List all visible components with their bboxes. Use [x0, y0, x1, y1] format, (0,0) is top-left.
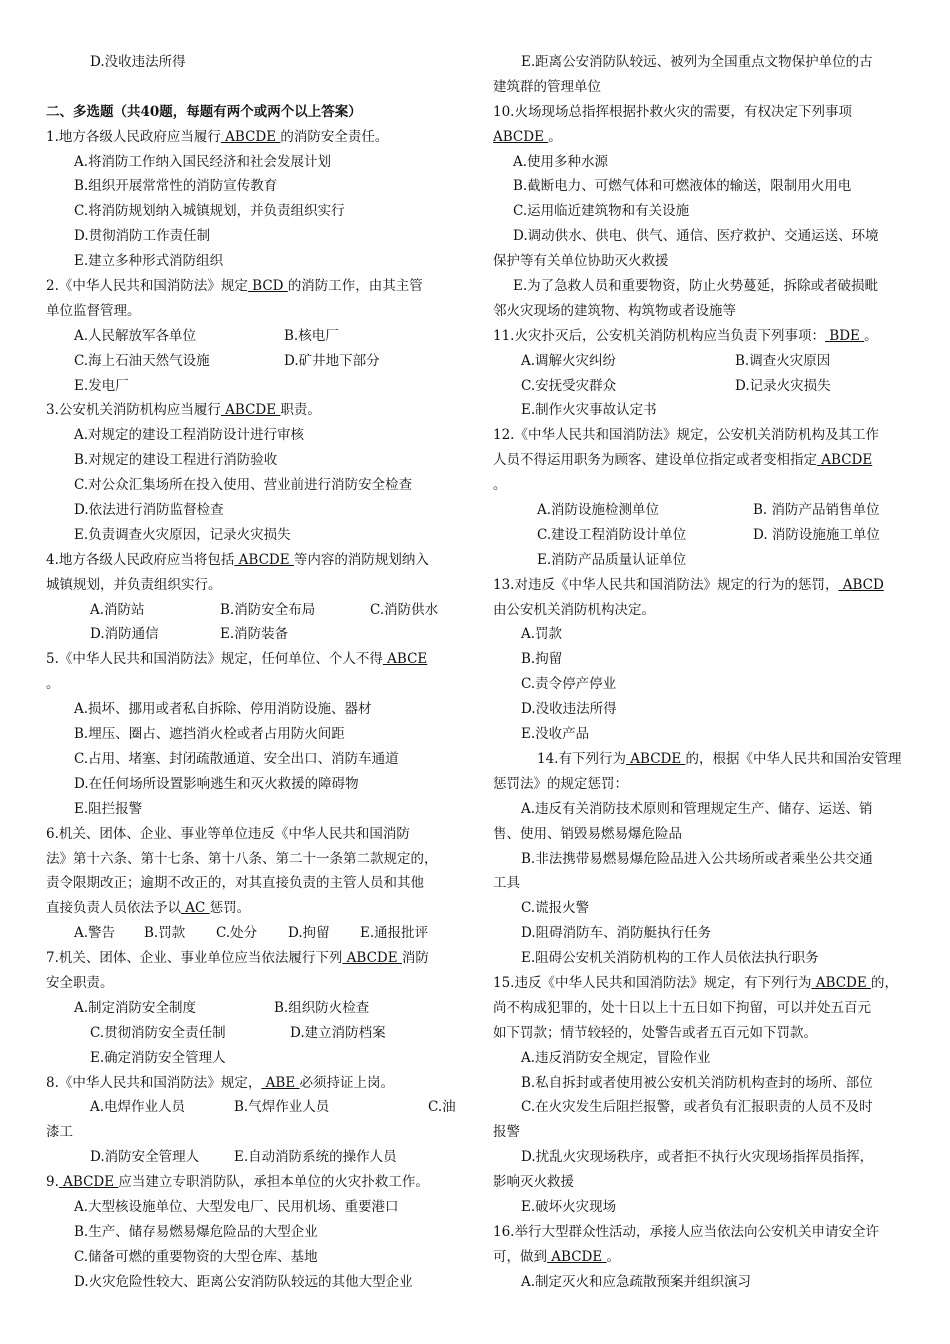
answer-blank: ABCDE	[493, 128, 549, 145]
option-line: D.扰乱火灾现场秩序，或者拒不执行火灾现场指挥员指挥，	[521, 1149, 874, 1166]
option-line: D.贯彻消防工作责任制	[74, 228, 211, 245]
option-line: E.没收产品	[521, 726, 590, 743]
option-line: C.将消防规划纳入城镇规划，并负责组织实行	[74, 203, 345, 220]
question-6: 6.机关、团体、企业、事业等单位违反《中华人民共和国消防	[46, 825, 410, 842]
right-column	[493, 50, 913, 1295]
option-line: C.谎报火警	[521, 900, 590, 917]
option-line: A.对规定的建设工程消防设计进行审核	[74, 427, 305, 444]
option-line: B.生产、储存易燃易爆危险品的大型企业	[74, 1223, 318, 1240]
option-line: E.距离公安消防队较远、被列为全国重点文物保护单位的古	[521, 54, 873, 70]
question-text: 尚不构成犯罪的，处十日以上十五日如下拘留，可以并处五百元	[493, 999, 871, 1016]
question-text: 惩罚法》的规定惩罚：	[493, 775, 628, 792]
option-line: 工具	[493, 875, 520, 892]
answer-blank: ABCDE	[220, 402, 281, 419]
option-row: A.人民解放军各单位 B.核电厂	[74, 327, 339, 344]
option-line: E.阻拦报警	[74, 800, 143, 817]
option-line: D.在任何场所设置影响逃生和灭火救援的障碍物	[74, 775, 359, 792]
question-text: 城镇规划，并负责组织实行。	[46, 576, 222, 593]
option-line: E.破坏火灾现场	[521, 1198, 617, 1215]
question-5: 5.《中华人民共和国消防法》规定，任何单位、个人不得 ABCE	[46, 651, 428, 668]
question-text: 法》第十六条、第十七条、第十八条、第二十一条第二款规定的，	[46, 850, 438, 867]
question-14: 14.有下列行为 ABCDE 的，根据《中华人民共和国治安管理	[537, 750, 902, 767]
left-column	[46, 50, 466, 1295]
question-text: 漆工	[46, 1124, 73, 1141]
answer-blank: ABCD	[838, 576, 884, 593]
question-16: 16.举行大型群众性活动，承接人应当依法向公安机关申请安全许	[493, 1223, 879, 1240]
question-12: 12.《中华人民共和国消防法》规定，公安机关消防机构及其工作	[493, 427, 879, 444]
answer-blank: ABCDE	[234, 551, 294, 568]
option-line: E.消防产品质量认证单位	[537, 551, 687, 568]
option-line: C.储备可燃的重要物资的大型仓库、基地	[74, 1248, 318, 1265]
option-line: 报警	[493, 1124, 520, 1141]
option-line: C.在火灾发生后阻拦报警，或者负有汇报职责的人员不及时	[521, 1099, 873, 1116]
option-line: E.负责调查火灾原因，记录火灾损失	[74, 526, 291, 543]
answer-blank: ABCDE	[220, 128, 281, 145]
option-line: E.为了急救人员和重要物资，防止火势蔓延，拆除或者破损毗	[513, 278, 879, 295]
question-11: 11.火灾扑灭后，公安机关消防机构应当负责下列事项： BDE 。	[493, 327, 878, 344]
option-line: A.大型核设施单位、大型发电厂、民用机场、重要港口	[74, 1198, 399, 1215]
question-text: 。	[46, 676, 60, 693]
question-4: 4.地方各级人民政府应当将包括 ABCDE 等内容的消防规划纳入	[46, 551, 429, 568]
question-text: 如下罚款；情节较轻的，处警告或者五百元如下罚款。	[493, 1024, 817, 1041]
question-8: 8.《中华人民共和国消防法》规定， ABE 必须持证上岗。	[46, 1074, 394, 1091]
option-line: D.火灾危险性较大、距离公安消防队较远的其他大型企业	[74, 1273, 413, 1290]
question-text: 单位监督管理。	[46, 302, 141, 319]
question-text: 安全职责。	[46, 974, 114, 991]
option-line: A.罚款	[521, 626, 563, 643]
option-row: C.安抚受灾群众 D.记录火灾损失	[521, 377, 831, 394]
answer-blank: ABE	[261, 1074, 300, 1091]
question-text: 人员不得运用职务为顾客、建设单位指定或者变相指定 ABCDE	[493, 452, 873, 469]
answer-blank: ABCDE	[811, 974, 871, 991]
option-line: A.违反有关消防技术原则和管理规定生产、储存、运送、销	[521, 800, 873, 817]
option-line: B.对规定的建设工程进行消防验收	[74, 452, 278, 469]
option-line: B.私自拆封或者使用被公安机关消防机构查封的场所、部位	[521, 1074, 873, 1091]
section-title: 二、多选题（共40题，每题有两个或两个以上答案）	[46, 103, 362, 120]
option-line: D.没收违法所得	[90, 54, 186, 70]
option-line: E.阻碍公安机关消防机构的工作人员依法执行职务	[521, 950, 819, 967]
option-line: B.拘留	[521, 651, 563, 668]
question-text: ABCDE 。	[493, 128, 562, 145]
option-row: C.贯彻消防安全责任制 D.建立消防档案	[90, 1024, 386, 1041]
option-line: E.发电厂	[74, 377, 129, 394]
option-line: 影响灭火救援	[493, 1174, 574, 1191]
option-line: E.确定消防安全管理人	[90, 1049, 226, 1066]
question-text: 直接负责人员依法予以 AC 惩罚。	[46, 900, 251, 917]
option-row: D.消防安全管理人 E.自动消防系统的操作人员	[90, 1149, 397, 1166]
option-line: 售、使用、销毁易燃易爆危险品	[493, 825, 682, 842]
option-line: C.运用临近建筑物和有关设施	[513, 203, 690, 220]
option-row: A.消防设施检测单位 B. 消防产品销售单位	[537, 502, 880, 519]
option-line: 邻火灾现场的建筑物、构筑物或者设施等	[493, 302, 736, 319]
option-line: C.占用、堵塞、封闭疏散通道、安全出口、消防车通道	[74, 750, 399, 767]
question-13: 13.对违反《中华人民共和国消防法》规定的行为的惩罚， ABCD	[493, 576, 884, 593]
option-line: B.非法携带易燃易爆危险品进入公共场所或者乘坐公共交通	[521, 850, 873, 867]
option-row: C.建设工程消防设计单位 D. 消防设施施工单位	[537, 526, 880, 543]
option-row: A.消防站 B.消防安全布局 C.消防供水	[90, 601, 439, 618]
option-line: C.对公众汇集场所在投入使用、营业前进行消防安全检查	[74, 477, 413, 494]
answer-blank: ABCE	[382, 651, 428, 668]
question-text: 责令限期改正；逾期不改正的，对其直接负责的主管人员和其他	[46, 875, 424, 892]
option-line: E.建立多种形式消防组织	[74, 253, 224, 270]
answer-blank: AC	[181, 900, 210, 917]
option-line: 保护等有关单位协助灭火救援	[493, 253, 669, 270]
option-line: C.责令停产停业	[521, 676, 617, 693]
question-1: 1.地方各级人民政府应当履行 ABCDE 的消防安全责任。	[46, 128, 389, 145]
option-row: A.制定消防安全制度 B.组织防火检查	[74, 999, 370, 1016]
question-9: 9. ABCDE 应当建立专职消防队，承担本单位的火灾扑救工作。	[46, 1174, 429, 1191]
option-line: E.制作火灾事故认定书	[521, 402, 657, 419]
option-line: B.截断电力、可燃气体和可燃液体的输送，限制用火用电	[513, 178, 852, 195]
option-line: A.将消防工作纳入国民经济和社会发展计划	[74, 153, 332, 170]
option-row: A.电焊作业人员 B.气焊作业人员 C.油	[90, 1099, 456, 1116]
option-line: D.调动供水、供电、供气、通信、医疗救护、交通运送、环境	[513, 228, 879, 245]
option-line: B.埋压、圈占、遮挡消火栓或者占用防火间距	[74, 726, 345, 743]
option-line: D.依法进行消防监督检查	[74, 502, 224, 519]
question-text: 由公安机关消防机构决定。	[493, 601, 655, 618]
option-line: A.使用多种水源	[513, 153, 609, 170]
answer-blank: ABCDE	[817, 452, 873, 469]
question-15: 15.违反《中华人民共和国消防法》规定，有下列行为 ABCDE 的，	[493, 974, 898, 991]
answer-blank: ABCDE	[58, 1174, 119, 1191]
answer-blank: BDE	[824, 327, 865, 344]
question-text: 可，做到 ABCDE 。	[493, 1248, 621, 1265]
answer-blank: BCD	[247, 278, 288, 295]
answer-blank: ABCDE	[625, 750, 686, 767]
option-row: D.消防通信 E.消防装备	[90, 626, 289, 643]
question-2: 2.《中华人民共和国消防法》规定 BCD 的消防工作，由其主管	[46, 278, 423, 295]
option-line: A.损坏、挪用或者私自拆除、停用消防设施、器材	[74, 701, 372, 718]
question-7: 7.机关、团体、企业、事业单位应当依法履行下列 ABCDE 消防	[46, 950, 429, 967]
option-line: 建筑群的管理单位	[493, 78, 601, 95]
option-line: D.没收违法所得	[521, 701, 617, 718]
question-text: 。	[493, 477, 507, 494]
option-row: A.警告 B.罚款 C.处分 D.拘留 E.通报批评	[74, 925, 429, 942]
option-line: D.阻碍消防车、消防艇执行任务	[521, 925, 712, 942]
answer-blank: ABCDE	[342, 950, 402, 967]
question-10: 10.火场现场总指挥根据扑救火灾的需要，有权决定下列事项	[493, 103, 852, 120]
question-3: 3.公安机关消防机构应当履行 ABCDE 职责。	[46, 402, 321, 419]
option-line: B.组织开展常常性的消防宣传教育	[74, 178, 278, 195]
option-line: A.制定灭火和应急疏散预案并组织演习	[521, 1273, 752, 1290]
answer-blank: ABCDE	[547, 1248, 607, 1265]
option-row: A.调解火灾纠纷 B.调查火灾原因	[521, 352, 831, 369]
option-line: A.违反消防安全规定，冒险作业	[521, 1049, 711, 1066]
option-row: C.海上石油天然气设施 D.矿井地下部分	[74, 352, 380, 369]
